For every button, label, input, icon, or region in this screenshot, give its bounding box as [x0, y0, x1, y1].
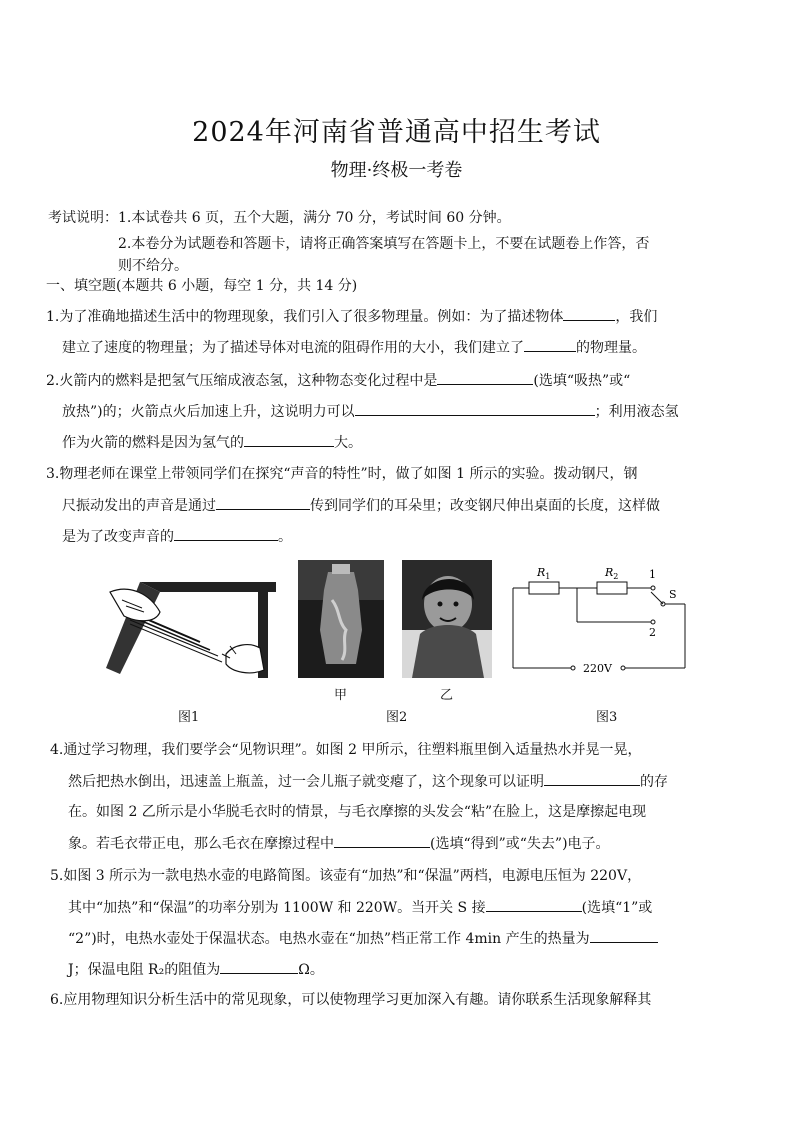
answer-blank[interactable]	[174, 526, 278, 541]
q2-text-a: 2.火箭内的燃料是把氢气压缩成液态氢，这种物态变化过程中是	[46, 373, 438, 389]
q5-text-e: J；保温电阻 R₂的阻值为	[68, 962, 221, 978]
q1-text-d: 的物理量。	[576, 340, 646, 356]
q4-text-b: 然后把热水倒出，迅速盖上瓶盖，过一会儿瓶子就变瘪了，这个现象可以证明	[68, 774, 544, 790]
q1-text-b: ，我们	[615, 309, 658, 325]
label-r1: $R_1$	[537, 566, 551, 581]
q2-text-e: 作为火箭的燃料是因为氢气的	[62, 435, 244, 451]
resistor-r2	[597, 582, 627, 594]
switch-s	[651, 592, 663, 604]
answer-blank[interactable]	[544, 771, 640, 786]
figure-1-caption: 图1	[178, 710, 200, 725]
q3-text-c: 传到同学们的耳朵里；改变钢尺伸出桌面的长度，这样做	[310, 498, 660, 514]
q4-text-c: 的存	[640, 774, 668, 790]
q2-text-f: 大。	[334, 435, 362, 451]
figure-2b-person-photo	[402, 560, 492, 678]
page-title: 2024年河南省普通高中招生考试	[192, 117, 601, 148]
question-3-line-2	[62, 495, 660, 516]
answer-blank[interactable]	[355, 401, 595, 416]
label-switch-s: S	[669, 588, 677, 601]
instructions-line-3: 则不给分。	[118, 258, 188, 274]
label-position-1: 1	[649, 568, 656, 581]
q1-text-a: 1.为了准确地描述生活中的物理现象，我们引入了很多物理量。例如：为了描述物体	[46, 309, 564, 325]
question-3-line-3	[62, 526, 292, 547]
answer-blank[interactable]	[563, 306, 615, 321]
figure-2-caption: 图2	[386, 710, 408, 725]
q2-text-c: 放热”)的；火箭点火后加速上升，这说明力可以	[62, 404, 355, 420]
section-heading: 一、填空题(本题共 6 小题，每空 1 分，共 14 分)	[46, 278, 358, 294]
question-5-line-4	[68, 959, 324, 980]
question-4-line-1: 4.通过学习物理，我们要学会“见物识理”。如图 2 甲所示，往塑料瓶里倒入适量热水并晃一晃，	[50, 742, 642, 758]
question-4-line-4	[68, 833, 610, 854]
instructions-line-1: 考试说明：1.本试卷共 6 页，五个大题，满分 70 分，考试时间 60 分钟。	[48, 210, 511, 226]
question-2-line-1	[46, 370, 630, 391]
question-5-line-2	[68, 897, 652, 918]
q3-text-d: 是为了改变声音的	[62, 529, 174, 545]
question-1-line-2	[62, 337, 646, 358]
page-subtitle: 物理·终极一考卷	[330, 160, 463, 181]
q2-text-d: ；利用液态氢	[594, 404, 679, 420]
q1-text-c: 建立了速度的物理量；为了描述导体对电流的阻碍作用的大小，我们建立了	[62, 340, 524, 356]
question-6-line-1: 6.应用物理知识分析生活中的常见现象，可以使物理学习更加深入有趣。请你联系生活现象解释其	[50, 992, 652, 1008]
question-4-line-3: 在。如图 2 乙所示是小华脱毛衣时的情景，与毛衣摩擦的头发会“粘”在脸上，这是摩擦起电现	[68, 804, 647, 820]
answer-blank[interactable]	[524, 337, 576, 352]
question-5-line-3	[68, 928, 658, 949]
resistor-r1	[529, 582, 559, 594]
figure-2a-bottle-photo	[298, 560, 384, 678]
question-1-line-1	[46, 306, 657, 327]
answer-blank[interactable]	[334, 833, 430, 848]
figure-1-ruler-illustration	[100, 572, 280, 680]
answer-blank[interactable]	[486, 897, 582, 912]
answer-blank[interactable]	[220, 959, 298, 974]
figure-3-caption: 图3	[596, 710, 618, 725]
question-3-line-1: 3.物理老师在课堂上带领同学们在探究“声音的特性”时，做了如图 1 所示的实验。拨动钢尺，钢	[46, 466, 638, 482]
q4-text-f: (选填“得到”或“失去”)电子。	[430, 836, 610, 852]
q4-text-e: 象。若毛衣带正电，那么毛衣在摩擦过程中	[68, 836, 334, 852]
q3-text-b: 尺振动发出的声音是通过	[62, 498, 216, 514]
label-r2: $R_2$	[605, 566, 619, 581]
q5-text-c: (选填“1”或	[581, 900, 653, 916]
label-position-2: 2	[649, 626, 656, 639]
figure-2a-label: 甲	[334, 688, 348, 703]
answer-blank[interactable]	[437, 370, 533, 385]
answer-blank[interactable]	[244, 432, 334, 447]
question-4-line-2	[68, 771, 668, 792]
q2-text-b: (选填“吸热”或“	[533, 373, 631, 389]
q3-text-e: 。	[278, 529, 292, 545]
label-voltage: 220V	[583, 662, 612, 675]
question-2-line-3	[62, 432, 362, 453]
answer-blank[interactable]	[216, 495, 310, 510]
figure-3-circuit-diagram	[505, 560, 695, 682]
question-2-line-2	[62, 401, 679, 422]
q5-text-f: Ω。	[298, 962, 324, 978]
instructions-line-2: 2.本卷分为试题卷和答题卡，请将正确答案填写在答题卡上，不要在试题卷上作答，否	[118, 236, 650, 252]
question-5-line-1: 5.如图 3 所示为一款电热水壶的电路简图。该壶有“加热”和“保温”两档，电源电压恒为 220V，	[50, 868, 642, 884]
q5-text-d: “2”)时，电热水壶处于保温状态。电热水壶在“加热”档正常工作 4min 产生的热量为	[68, 931, 590, 947]
q5-text-b: 其中“加热”和“保温”的功率分别为 1100W 和 220W。当开关 S 接	[68, 900, 486, 916]
answer-blank[interactable]	[590, 928, 658, 943]
figure-2b-label: 乙	[440, 688, 454, 703]
